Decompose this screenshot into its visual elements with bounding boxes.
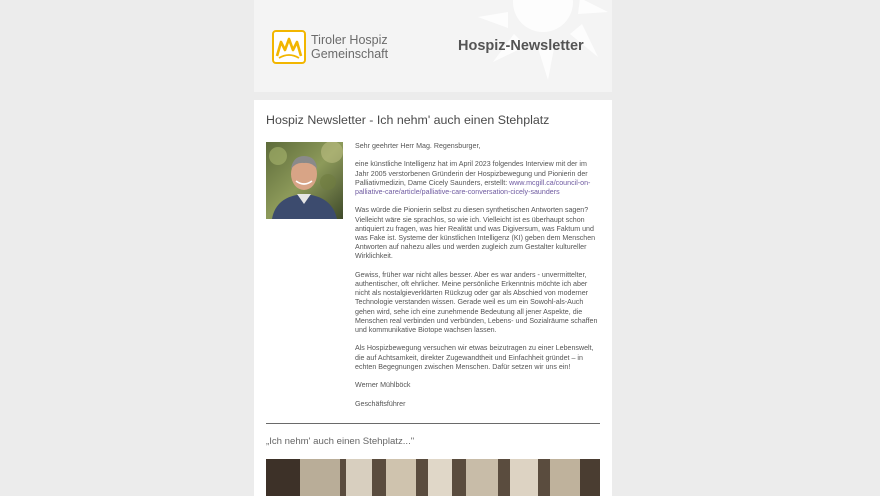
header-gap (254, 92, 612, 100)
signature-name: Werner Mühlböck (355, 381, 411, 390)
logo[interactable] (272, 30, 388, 64)
article-headline: Hospiz Newsletter - Ich nehm' auch einen Stehplatz (266, 113, 550, 127)
stage-photo (266, 459, 600, 496)
paragraph-1-text: eine künstliche Intelligenz hat im April 2023 folgendes Interview mit der im Jahr 2005 verstorbenen Gründerin der Hospizbewegung und Pionierin der Palliativmedizin, Dame Cicely Saunders, erstellt: (355, 160, 588, 187)
section-title: „Ich nehm' auch einen Stehplatz..." (266, 435, 415, 447)
logo-line-2: Gemeinschaft (311, 47, 389, 61)
newsletter-sheet (254, 0, 612, 496)
hospiz-logo-icon (272, 30, 306, 64)
paragraph-4: Als Hospizbewegung versuchen wir etwas beizutragen zu einer Lebenswelt, die auf Achtsamkeit, direkter Zugewandtheit und Einfachheit gründet – in echten Begegnungen zwischen Menschen. Dafür setzen wir uns ein! (355, 344, 594, 371)
mcgill-link[interactable]: www.mcgill.ca/council-on-palliative-care/article/palliative-care-conversation-cicely-saunders (355, 178, 591, 196)
paragraph-2: Was würde die Pionierin selbst zu diesen synthetischen Antworten sagen? Vielleicht wäre sie sprachlos, so wie ich. Vielleicht ist es überhaupt schon antiquiert zu fragen, was hier Realität und was Digiversum, was Faktum und was Fake ist. Systeme der künstlichen Intelligenz (KI) geben dem Menschen Antworten auf nahezu alles und werden zugleich zum Gestalter kultureller Wirklichkeit. (355, 206, 596, 261)
logo-wordmark (311, 33, 388, 61)
author-portrait (266, 142, 343, 219)
section-divider (266, 423, 600, 424)
newsletter-content (254, 100, 612, 496)
logo-line-1: Tiroler Hospiz (311, 33, 388, 47)
newsletter-header (254, 0, 612, 92)
signature-role: Geschäftsführer (355, 399, 406, 408)
newsletter-title: Hospiz-Newsletter (458, 38, 584, 54)
article-body (355, 142, 600, 418)
article-row (266, 142, 600, 418)
greeting: Sehr geehrter Herr Mag. Regensburger, (355, 142, 481, 150)
paragraph-1 (355, 160, 600, 197)
paragraph-3: Gewiss, früher war nicht alles besser. Aber es war anders - unvermittelter, authentischer, oft ehrlicher. Meine persönliche Erkenntnis möchte ich aber nicht als nostalgieverklärten Rückzug oder gar als Abschied von moderner Technologie verstanden wissen. Gerade weil es um ein Sowohl-als-Auch gehen wird, sehe ich eine zunehmende Bedeutung all jener Aspekte, die Menschen real verbinden und verbünden, Lebens- und Sozialräume schaffen und kommunikative Biotope wachsen lassen. (355, 270, 598, 335)
